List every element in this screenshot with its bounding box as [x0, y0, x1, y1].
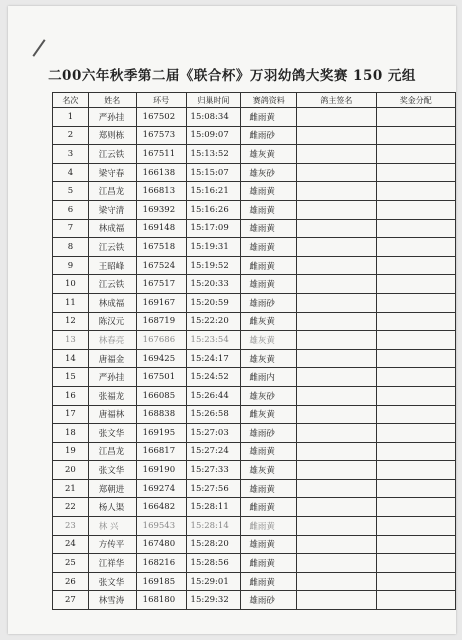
- table-row: [53, 200, 456, 219]
- return-time-cell: 15:23:54: [186, 331, 241, 350]
- name-cell: 林 兴: [88, 517, 136, 536]
- ring-number-cell: 169167: [136, 293, 186, 312]
- name-cell: 郑朝进: [88, 479, 136, 498]
- return-time-cell: 15:08:34: [186, 108, 241, 127]
- name-cell: 林成福: [88, 219, 136, 238]
- signature-cell: [297, 386, 376, 405]
- signature-cell: [297, 163, 376, 182]
- signature-cell: [297, 349, 376, 368]
- return-time-cell: 15:19:52: [186, 256, 241, 275]
- name-cell: 江昌龙: [88, 442, 136, 461]
- name-cell: 江云铁: [88, 238, 136, 257]
- table-row: [53, 145, 456, 164]
- ring-number-cell: 168838: [136, 405, 186, 424]
- ring-number-cell: 168719: [136, 312, 186, 331]
- prize-cell: [376, 442, 455, 461]
- signature-cell: [297, 368, 376, 387]
- ring-number-cell: 167517: [136, 275, 186, 294]
- header-name: 姓名: [88, 93, 136, 108]
- return-time-cell: 15:29:32: [186, 591, 241, 610]
- rank-cell: 3: [53, 145, 89, 164]
- prize-cell: [376, 368, 455, 387]
- name-cell: 梁守春: [88, 163, 136, 182]
- rank-cell: 2: [53, 126, 89, 145]
- ring-number-cell: 167511: [136, 145, 186, 164]
- ring-number-cell: 167502: [136, 108, 186, 127]
- table-row: [53, 442, 456, 461]
- ring-number-cell: 169425: [136, 349, 186, 368]
- name-cell: 江昌龙: [88, 182, 136, 201]
- prize-cell: [376, 126, 455, 145]
- table-row: [53, 219, 456, 238]
- results-table: [52, 92, 456, 610]
- pigeon-info-cell: 雄雨黄: [241, 275, 297, 294]
- pen-mark: [32, 39, 45, 57]
- name-cell: 陈汉元: [88, 312, 136, 331]
- ring-number-cell: 169185: [136, 572, 186, 591]
- signature-cell: [297, 424, 376, 443]
- signature-cell: [297, 442, 376, 461]
- rank-cell: 23: [53, 517, 89, 536]
- name-cell: 唐福金: [88, 349, 136, 368]
- pigeon-info-cell: 雄雨黄: [241, 200, 297, 219]
- rank-cell: 15: [53, 368, 89, 387]
- table-row: [53, 572, 456, 591]
- signature-cell: [297, 182, 376, 201]
- ring-number-cell: 166813: [136, 182, 186, 201]
- prize-cell: [376, 219, 455, 238]
- return-time-cell: 15:27:03: [186, 424, 241, 443]
- prize-cell: [376, 163, 455, 182]
- return-time-cell: 15:16:21: [186, 182, 241, 201]
- pigeon-info-cell: 雌雨内: [241, 368, 297, 387]
- name-cell: 江云铁: [88, 275, 136, 294]
- name-cell: 林成福: [88, 293, 136, 312]
- ring-number-cell: 167686: [136, 331, 186, 350]
- ring-number-cell: 166138: [136, 163, 186, 182]
- rank-cell: 10: [53, 275, 89, 294]
- return-time-cell: 15:15:07: [186, 163, 241, 182]
- table-row: [53, 331, 456, 350]
- pigeon-info-cell: 雄雨黄: [241, 238, 297, 257]
- prize-cell: [376, 256, 455, 275]
- name-cell: 梁守清: [88, 200, 136, 219]
- pigeon-info-cell: 雌雨砂: [241, 126, 297, 145]
- signature-cell: [297, 219, 376, 238]
- ring-number-cell: 168180: [136, 591, 186, 610]
- prize-cell: [376, 424, 455, 443]
- signature-cell: [297, 200, 376, 219]
- pigeon-info-cell: 雄雨黄: [241, 535, 297, 554]
- pigeon-info-cell: 雌雨黄: [241, 554, 297, 573]
- prize-cell: [376, 405, 455, 424]
- signature-cell: [297, 256, 376, 275]
- ring-number-cell: 167518: [136, 238, 186, 257]
- table-row: [53, 349, 456, 368]
- prize-cell: [376, 349, 455, 368]
- rank-cell: 27: [53, 591, 89, 610]
- name-cell: 张文华: [88, 461, 136, 480]
- return-time-cell: 15:29:01: [186, 572, 241, 591]
- signature-cell: [297, 145, 376, 164]
- name-cell: 严孙挂: [88, 368, 136, 387]
- table-row: [53, 238, 456, 257]
- pigeon-info-cell: 雄雨砂: [241, 293, 297, 312]
- return-time-cell: 15:16:26: [186, 200, 241, 219]
- prize-cell: [376, 572, 455, 591]
- name-cell: 郑则栋: [88, 126, 136, 145]
- name-cell: 严孙挂: [88, 108, 136, 127]
- table-row: [53, 461, 456, 480]
- rank-cell: 4: [53, 163, 89, 182]
- rank-cell: 25: [53, 554, 89, 573]
- table-row: [53, 479, 456, 498]
- ring-number-cell: 167573: [136, 126, 186, 145]
- return-time-cell: 15:09:07: [186, 126, 241, 145]
- name-cell: 张文华: [88, 572, 136, 591]
- pigeon-info-cell: 雄雨黄: [241, 442, 297, 461]
- pigeon-info-cell: 雄灰砂: [241, 386, 297, 405]
- rank-cell: 12: [53, 312, 89, 331]
- signature-cell: [297, 461, 376, 480]
- signature-cell: [297, 517, 376, 536]
- pigeon-info-cell: 雄雨黄: [241, 182, 297, 201]
- name-cell: 江云铁: [88, 145, 136, 164]
- prize-cell: [376, 108, 455, 127]
- table-row: [53, 554, 456, 573]
- ring-number-cell: 167480: [136, 535, 186, 554]
- signature-cell: [297, 405, 376, 424]
- header-rank: 名次: [53, 93, 89, 108]
- ring-number-cell: 167524: [136, 256, 186, 275]
- prize-cell: [376, 200, 455, 219]
- return-time-cell: 15:17:09: [186, 219, 241, 238]
- table-row: [53, 108, 456, 127]
- pigeon-info-cell: 雄灰黄: [241, 349, 297, 368]
- return-time-cell: 15:26:58: [186, 405, 241, 424]
- page-title: 二00六年秋季第二届《联合杯》万羽幼鸽大奖赛 150 元组: [48, 68, 416, 84]
- header-time: 归巢时间: [186, 93, 241, 108]
- signature-cell: [297, 238, 376, 257]
- header-signature: 鸽主签名: [297, 93, 376, 108]
- name-cell: 林春亮: [88, 331, 136, 350]
- name-cell: 张福龙: [88, 386, 136, 405]
- return-time-cell: 15:28:20: [186, 535, 241, 554]
- signature-cell: [297, 591, 376, 610]
- return-time-cell: 15:20:33: [186, 275, 241, 294]
- return-time-cell: 15:28:14: [186, 517, 241, 536]
- ring-number-cell: 169543: [136, 517, 186, 536]
- name-cell: 林雪涛: [88, 591, 136, 610]
- signature-cell: [297, 108, 376, 127]
- prize-cell: [376, 498, 455, 517]
- name-cell: 王昭峰: [88, 256, 136, 275]
- rank-cell: 22: [53, 498, 89, 517]
- signature-cell: [297, 554, 376, 573]
- table-row: [53, 275, 456, 294]
- pigeon-info-cell: 雌灰黄: [241, 405, 297, 424]
- rank-cell: 26: [53, 572, 89, 591]
- rank-cell: 11: [53, 293, 89, 312]
- pigeon-info-cell: 雌雨黄: [241, 256, 297, 275]
- ring-number-cell: 166817: [136, 442, 186, 461]
- rank-cell: 14: [53, 349, 89, 368]
- return-time-cell: 15:24:17: [186, 349, 241, 368]
- rank-cell: 16: [53, 386, 89, 405]
- prize-cell: [376, 182, 455, 201]
- signature-cell: [297, 535, 376, 554]
- header-ring: 环号: [136, 93, 186, 108]
- rank-cell: 7: [53, 219, 89, 238]
- signature-cell: [297, 572, 376, 591]
- return-time-cell: 15:28:11: [186, 498, 241, 517]
- pigeon-info-cell: 雌雨黄: [241, 108, 297, 127]
- ring-number-cell: 166085: [136, 386, 186, 405]
- pigeon-info-cell: 雄雨黄: [241, 479, 297, 498]
- return-time-cell: 15:20:59: [186, 293, 241, 312]
- pigeon-info-cell: 雄雨砂: [241, 424, 297, 443]
- prize-cell: [376, 331, 455, 350]
- table-row: [53, 591, 456, 610]
- signature-cell: [297, 126, 376, 145]
- name-cell: 张文华: [88, 424, 136, 443]
- table-row: [53, 293, 456, 312]
- pigeon-info-cell: 雄灰黄: [241, 145, 297, 164]
- rank-cell: 1: [53, 108, 89, 127]
- ring-number-cell: 169148: [136, 219, 186, 238]
- name-cell: 江祥华: [88, 554, 136, 573]
- table-header-row: [53, 93, 456, 108]
- pigeon-info-cell: 雌雨黄: [241, 498, 297, 517]
- return-time-cell: 15:19:31: [186, 238, 241, 257]
- name-cell: 杨人渠: [88, 498, 136, 517]
- ring-number-cell: 168216: [136, 554, 186, 573]
- ring-number-cell: 169190: [136, 461, 186, 480]
- signature-cell: [297, 331, 376, 350]
- prize-cell: [376, 461, 455, 480]
- prize-cell: [376, 386, 455, 405]
- pigeon-info-cell: 雌雨黄: [241, 572, 297, 591]
- table-row: [53, 368, 456, 387]
- signature-cell: [297, 498, 376, 517]
- prize-cell: [376, 517, 455, 536]
- table-row: [53, 498, 456, 517]
- ring-number-cell: 169195: [136, 424, 186, 443]
- pigeon-info-cell: 雄灰黄: [241, 331, 297, 350]
- pigeon-info-cell: 雌雨黄: [241, 517, 297, 536]
- ring-number-cell: 169392: [136, 200, 186, 219]
- rank-cell: 17: [53, 405, 89, 424]
- table-row: [53, 182, 456, 201]
- rank-cell: 5: [53, 182, 89, 201]
- header-prize: 奖金分配: [376, 93, 455, 108]
- return-time-cell: 15:27:33: [186, 461, 241, 480]
- signature-cell: [297, 293, 376, 312]
- header-color: 赛鸽资料: [241, 93, 297, 108]
- prize-cell: [376, 479, 455, 498]
- table-row: [53, 517, 456, 536]
- document-page: [8, 6, 456, 634]
- name-cell: 唐福林: [88, 405, 136, 424]
- signature-cell: [297, 312, 376, 331]
- table-row: [53, 126, 456, 145]
- rank-cell: 20: [53, 461, 89, 480]
- rank-cell: 24: [53, 535, 89, 554]
- rank-cell: 21: [53, 479, 89, 498]
- prize-cell: [376, 554, 455, 573]
- prize-cell: [376, 312, 455, 331]
- table-row: [53, 535, 456, 554]
- table-row: [53, 386, 456, 405]
- rank-cell: 6: [53, 200, 89, 219]
- return-time-cell: 15:26:44: [186, 386, 241, 405]
- ring-number-cell: 166482: [136, 498, 186, 517]
- ring-number-cell: 167501: [136, 368, 186, 387]
- return-time-cell: 15:27:56: [186, 479, 241, 498]
- return-time-cell: 15:24:52: [186, 368, 241, 387]
- pigeon-info-cell: 雌灰黄: [241, 312, 297, 331]
- rank-cell: 8: [53, 238, 89, 257]
- pigeon-info-cell: 雄灰砂: [241, 163, 297, 182]
- pigeon-info-cell: 雄雨黄: [241, 219, 297, 238]
- prize-cell: [376, 293, 455, 312]
- return-time-cell: 15:28:56: [186, 554, 241, 573]
- rank-cell: 13: [53, 331, 89, 350]
- table-row: [53, 256, 456, 275]
- prize-cell: [376, 535, 455, 554]
- return-time-cell: 15:13:52: [186, 145, 241, 164]
- pigeon-info-cell: 雄雨砂: [241, 591, 297, 610]
- signature-cell: [297, 479, 376, 498]
- pigeon-info-cell: 雄灰黄: [241, 461, 297, 480]
- name-cell: 方传平: [88, 535, 136, 554]
- table-row: [53, 312, 456, 331]
- prize-cell: [376, 238, 455, 257]
- return-time-cell: 15:27:24: [186, 442, 241, 461]
- table-row: [53, 163, 456, 182]
- prize-cell: [376, 275, 455, 294]
- prize-cell: [376, 145, 455, 164]
- rank-cell: 19: [53, 442, 89, 461]
- ring-number-cell: 169274: [136, 479, 186, 498]
- rank-cell: 9: [53, 256, 89, 275]
- table-row: [53, 405, 456, 424]
- signature-cell: [297, 275, 376, 294]
- table-row: [53, 424, 456, 443]
- return-time-cell: 15:22:20: [186, 312, 241, 331]
- prize-cell: [376, 591, 455, 610]
- rank-cell: 18: [53, 424, 89, 443]
